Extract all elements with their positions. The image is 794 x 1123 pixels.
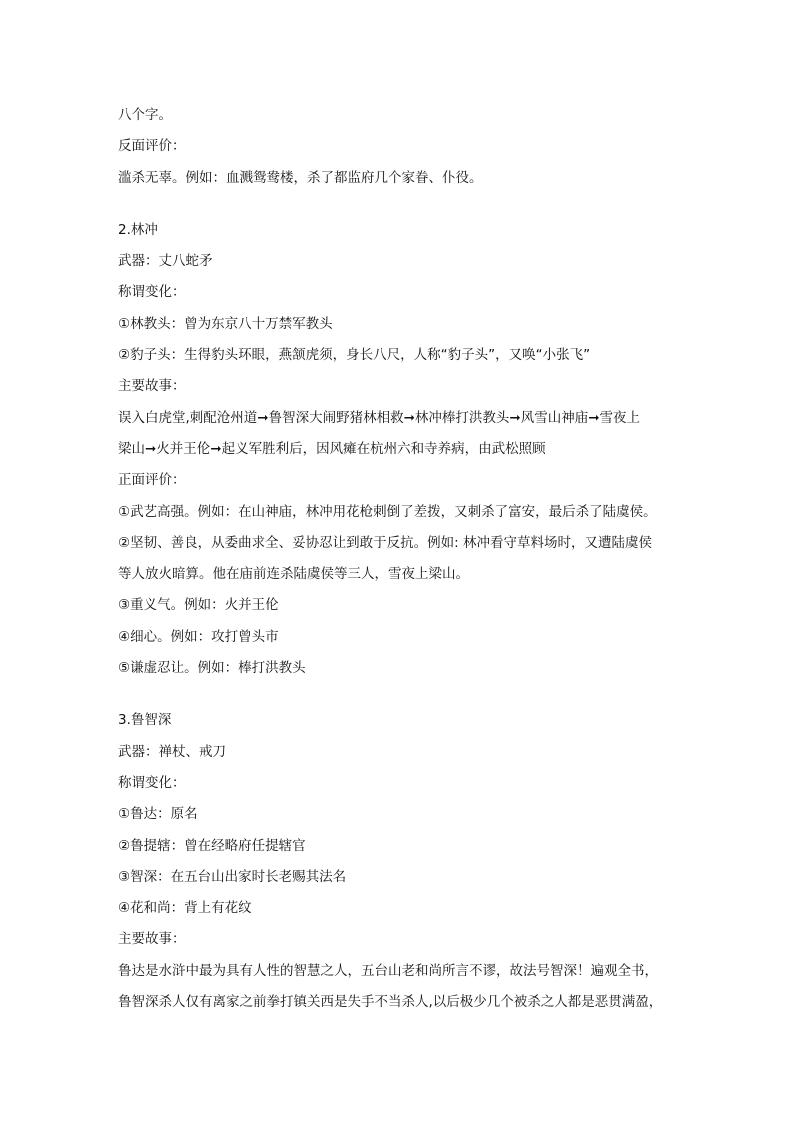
section-label: 正面评价： bbox=[118, 472, 186, 489]
list-item: ④细心。例如：攻打曾头市 bbox=[118, 628, 279, 645]
list-item: ①武艺高强。例如：在山神庙，林冲用花枪刺倒了差拨，又刺杀了富安，最后杀了陆虞侯。 bbox=[118, 503, 657, 520]
paragraph-gap bbox=[118, 194, 678, 215]
section-heading-lin-chong: 2.林冲 bbox=[118, 221, 158, 238]
section-label: 反面评价： bbox=[118, 138, 186, 155]
document-body bbox=[118, 100, 678, 1018]
text-line: 滥杀无辜。例如：血溅鸳鸯楼，杀了都监府几个家眷、仆役。 bbox=[118, 169, 483, 186]
list-item: ①林教头：曾为东京八十万禁军教头 bbox=[118, 315, 333, 332]
list-item: ③重义气。例如：火并王伦 bbox=[118, 597, 279, 614]
list-item: ③智深：在五台山出家时长老赐其法名 bbox=[118, 868, 347, 885]
weapon-line: 武器：丈八蛇矛 bbox=[118, 253, 213, 270]
section-label: 主要故事： bbox=[118, 931, 186, 948]
section-label: 称谓变化： bbox=[118, 284, 186, 301]
list-item: ④花和尚：背上有花纹 bbox=[118, 900, 252, 917]
text-line: 鲁达是水浒中最为具有人性的智慧之人，五台山老和尚所言不谬，故法号智深！遍观全书， bbox=[118, 962, 658, 979]
list-item: ⑤谦虚忍让。例如：棒打洪教头 bbox=[118, 660, 306, 677]
text-line: 等人放火暗算。他在庙前连杀陆虞侯等三人，雪夜上梁山。 bbox=[118, 566, 469, 583]
text-line: 梁山➞火并王伦➞起义军胜利后，因风瘫在杭州六和寺养病，由武松照顾 bbox=[118, 440, 546, 457]
list-item: ②豹子头：生得豹头环眼，燕颔虎须，身长八尺，人称“豹子头”，又唤“小张飞” bbox=[118, 347, 591, 364]
text-line: 鲁智深杀人仅有离家之前拳打镇关西是失手不当杀人,以后极少几个被杀之人都是恶贯满盈， bbox=[118, 994, 663, 1011]
text-line: 误入白虎堂,刺配沧州道➞鲁智深大闹野猪林相救➞林冲棒打洪教头➞风雪山神庙➞雪夜上 bbox=[118, 409, 641, 426]
paragraph-gap bbox=[118, 684, 678, 705]
list-item: ②坚韧、善良，从委曲求全、妥协忍让到敢于反抗。例如: 林冲看守草料场时，又遭陆虞侯 bbox=[118, 534, 652, 551]
weapon-line: 武器：禅杖、戒刀 bbox=[118, 743, 226, 760]
list-item: ②鲁提辖：曾在经略府任提辖官 bbox=[118, 837, 306, 854]
section-heading-lu-zhishen: 3.鲁智深 bbox=[118, 712, 172, 729]
section-label: 主要故事： bbox=[118, 378, 186, 395]
section-label: 称谓变化： bbox=[118, 774, 186, 791]
list-item: ①鲁达：原名 bbox=[118, 806, 198, 823]
text-line: 八个字。 bbox=[118, 107, 172, 123]
